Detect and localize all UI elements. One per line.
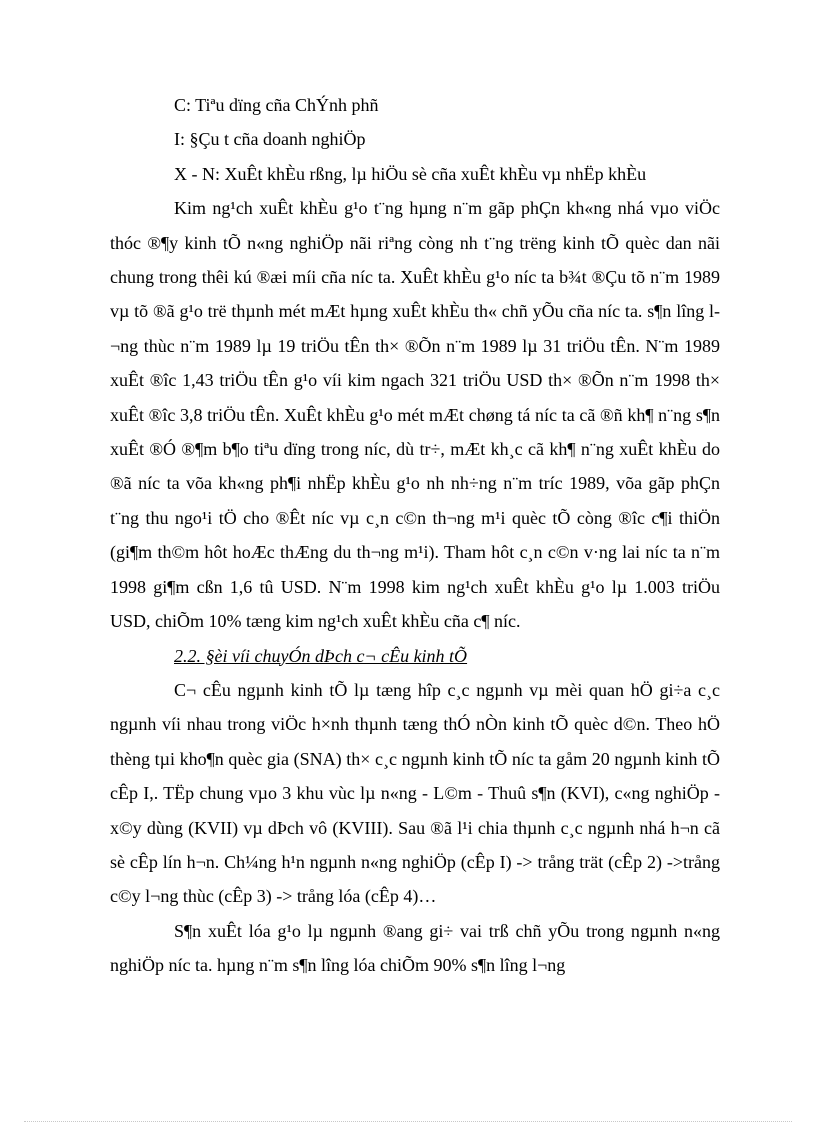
list-item-government-consumption: C: Tiªu dïng cña ChÝnh phñ — [174, 95, 379, 115]
document-body — [110, 88, 720, 983]
paragraph-rice-production: S¶n xuÊt lóa g¹o lµ ngµnh ®ang gi÷ vai trß chñ yÕu trong ngµnh n«ng nghiÖp níc ta. hµng n¨m s¶n lîng lóa chiÕm 90% s¶n lîng l¬ng — [110, 920, 720, 976]
section-heading — [110, 639, 720, 673]
page-bottom-rule — [24, 1121, 792, 1122]
paragraph-economic-structure: C¬ cÊu ngµnh kinh tÕ lµ tæng hîp c¸c ngµnh vµ mèi quan hÖ gi÷a c¸c ngµnh víi nhau trong viÖc h×nh thµnh tæng thÓ nÒn kinh tÕ quèc d©n. Theo hÖ thèng tµi kho¶n quèc gia (SNA) th× c¸c ngµnh kinh tÕ níc ta gåm 20 ngµnh kinh tÕ cÊp I,. TËp chung vµo 3 khu vùc lµ n«ng - L©m - Thuû s¶n (KVI), c«ng nghiÖp - x©y dùng (KVII) vµ dÞch vô (KVIII). Sau ®ã l¹i chia thµnh c¸c ngµnh nhá h¬n cã sè cÊp lín h¬n. Ch¼ng h¹n ngµnh n«ng nghiÖp (cÊp I) -> trång trät (cÊp 2) ->trång c©y l¬ng thùc (cÊp 3) -> trång lóa (cÊp 4)… — [110, 679, 720, 907]
list-item-business-investment: I: §Çu t cña doanh nghiÖp — [174, 129, 366, 150]
section-heading-text: 2.2. §èi víi chuyÓn dÞch c¬ cÊu kinh tÕ — [174, 645, 468, 666]
list-item-net-exports: X - N: XuÊt khÈu rßng, lµ hiÖu sè cña xuÊt khÈu vµ nhËp khÈu — [174, 163, 647, 184]
paragraph-rice-exports: Kim ng¹ch xuÊt khÈu g¹o t¨ng hµng n¨m gãp phÇn kh«ng nhá vµo viÖc thóc ®¶y kinh tÕ n«ng nghiÖp nãi riªng còng nh t¨ng trëng kinh tÕ quèc dan nãi chung trong thêi kú ®æi míi cña níc ta. XuÊt khÈu g¹o níc ta b¾t ®Çu tõ n¨m 1989 vµ tõ ®ã g¹o trë thµnh mét mÆt hµng xuÊt khÈu th« chñ yÕu cña níc ta. s¶n lîng l¬ng thùc n¨m 1989 lµ 19 triÖu tÊn th× ®Õn n¨m 1989 lµ 31 triÖu tÊn. N¨m 1989 xuÊt ®îc 1,43 triÖu tÊn g¹o víi kim ngach 321 triÖu USD th× ®Õn n¨m 1998 th× xuÊt ®îc 3,8 triÖu tÊn. XuÊt khÈu g¹o mét mÆt chøng tá níc ta cã ®ñ kh¶ n¨ng s¶n xuÊt ®Ó ®¶m b¶o tiªu dïng trong níc, dù tr÷, mÆt kh¸c cã kh¶ n¨ng xuÊt khÈu do ®ã níc ta võa kh«ng ph¶i nhËp khÈu g¹o nh nh÷ng n¨m tríc 1989, võa gãp phÇn t¨ng thu ngo¹i tÖ cho ®Êt níc vµ c¸n c©n th¬ng m¹i quèc tÕ còng ®îc c¶i thiÖn (gi¶m th©m hôt hoÆc thÆng du th¬ng m¹i). Tham hôt c¸n c©n v·ng lai níc ta n¨m 1998 gi¶m cßn 1,6 tû USD. N¨m 1998 kim ng¹ch xuÊt khÈu g¹o lµ 1.003 triÖu USD, chiÕm 10% tæng kim ng¹ch xuÊt khÈu cña c¶ níc. — [110, 198, 720, 632]
